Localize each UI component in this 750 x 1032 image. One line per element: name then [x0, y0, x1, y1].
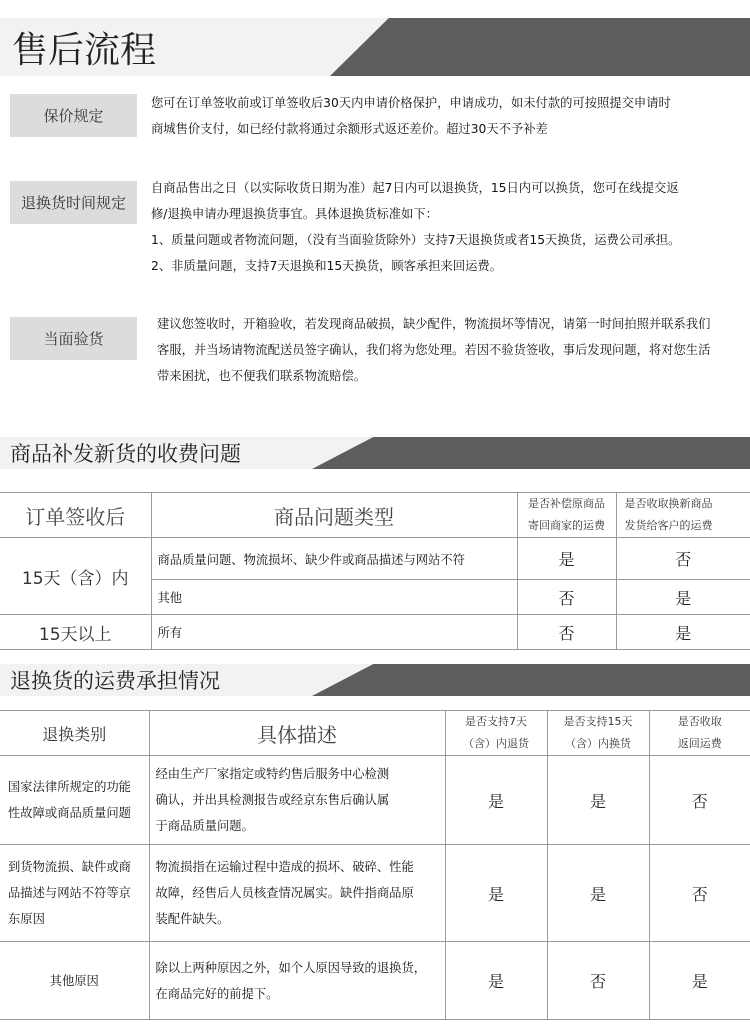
charge-cell: 否 [616, 538, 750, 580]
header-description: 具体描述 [149, 711, 445, 756]
table-row [0, 942, 750, 1020]
type-cell: 商品质量问题、物流损坏、缺少件或商品描述与网站不符 [151, 538, 517, 580]
shipping-table-header [0, 711, 750, 756]
description-cell: 除以上两种原因之外，如个人原因导致的退换货， 在商品完好的前提下。 [149, 942, 445, 1020]
fee-cell: 否 [649, 756, 750, 845]
header-type: 商品问题类型 [151, 493, 517, 538]
header-charge: 是否收取换新商品 发货给客户的运费 [616, 493, 750, 538]
fee-table-header [0, 493, 750, 538]
return7-cell: 是 [445, 942, 547, 1020]
shipping-title: 退换货的运费承担情况 [10, 669, 220, 693]
exchange15-cell: 否 [547, 942, 649, 1020]
fee-title: 商品补发新货的收费问题 [10, 442, 241, 466]
table-row [0, 756, 750, 845]
header-category: 退换类别 [0, 711, 149, 756]
refund-cell: 否 [517, 615, 616, 650]
table-row [0, 845, 750, 942]
description-cell: 经由生产厂家指定或特约售后服务中心检测 确认，并出具检测报告或经京东售后确认属 于商品质量问题。 [149, 756, 445, 845]
header-return7: 是否支持7天 （含）内退货 [445, 711, 547, 756]
header-exchange15: 是否支持15天 （含）内换货 [547, 711, 649, 756]
fee-banner [0, 437, 750, 469]
return7-cell: 是 [445, 756, 547, 845]
refund-cell: 是 [517, 538, 616, 580]
description-cell: 物流损指在运输过程中造成的损坏、破碎、性能 故障，经售后人员核查情况属实。缺件指商品原 装配件缺失。 [149, 845, 445, 942]
header-fee: 是否收取 返回运费 [649, 711, 750, 756]
fee-cell: 否 [649, 845, 750, 942]
type-cell: 其他 [151, 580, 517, 615]
process-title: 售后流程 [12, 29, 157, 71]
policy-text-return-time: 自商品售出之日（以实际收货日期为准）起7日内可以退换货，15日内可以换货，您可在线提交返 修/退换申请办理退换货事宜。具体退换货标准如下： 1、质量问题或者物流问题，（没有当面验货除外）支持7天退换货或者15天换货，运费公司承担。 2、非质量问题，支持7天退换和15天换货，顾客承担来回运费。 [151, 181, 681, 273]
period-cell: 15天（含）内 [0, 538, 151, 615]
category-cell: 国家法律所规定的功能 性故障或商品质量问题 [0, 756, 149, 845]
header-refund: 是否补偿原商品 寄回商家的运费 [517, 493, 616, 538]
shipping-table [0, 710, 750, 1020]
process-banner [0, 18, 750, 76]
category-cell: 到货物流损、缺件或商 品描述与网站不符等京 东原因 [0, 845, 149, 942]
policy-text-inspection: 建议您签收时，开箱验收，若发现商品破损，缺少配件，物流损坏等情况，请第一时间拍照并联系我们 客服，并当场请物流配送员签字确认，我们将为您处理。若因不验货签收，事后发现问题，将对您生活 带来困扰，也不便我们联系物流赔偿。 [157, 317, 711, 383]
shipping-banner [0, 664, 750, 696]
policy-label-return-time: 退换货时间规定 [10, 181, 137, 224]
table-row [0, 615, 750, 650]
policy-label-price-protection: 保价规定 [10, 94, 137, 137]
exchange15-cell: 是 [547, 756, 649, 845]
policy-text-price-protection: 您可在订单签收前或订单签收后30天内申请价格保护，申请成功，如未付款的可按照提交申请时 商城售价支付，如已经付款将通过余额形式返还差价。超过30天不予补差 [151, 96, 671, 136]
type-cell: 所有 [151, 615, 517, 650]
exchange15-cell: 是 [547, 845, 649, 942]
fee-table [0, 492, 750, 650]
table-row [0, 538, 750, 580]
charge-cell: 是 [616, 580, 750, 615]
refund-cell: 否 [517, 580, 616, 615]
category-cell: 其他原因 [0, 942, 149, 1020]
header-period: 订单签收后 [0, 493, 151, 538]
charge-cell: 是 [616, 615, 750, 650]
policy-label-inspection: 当面验货 [10, 317, 137, 360]
fee-cell: 是 [649, 942, 750, 1020]
period-cell: 15天以上 [0, 615, 151, 650]
return7-cell: 是 [445, 845, 547, 942]
